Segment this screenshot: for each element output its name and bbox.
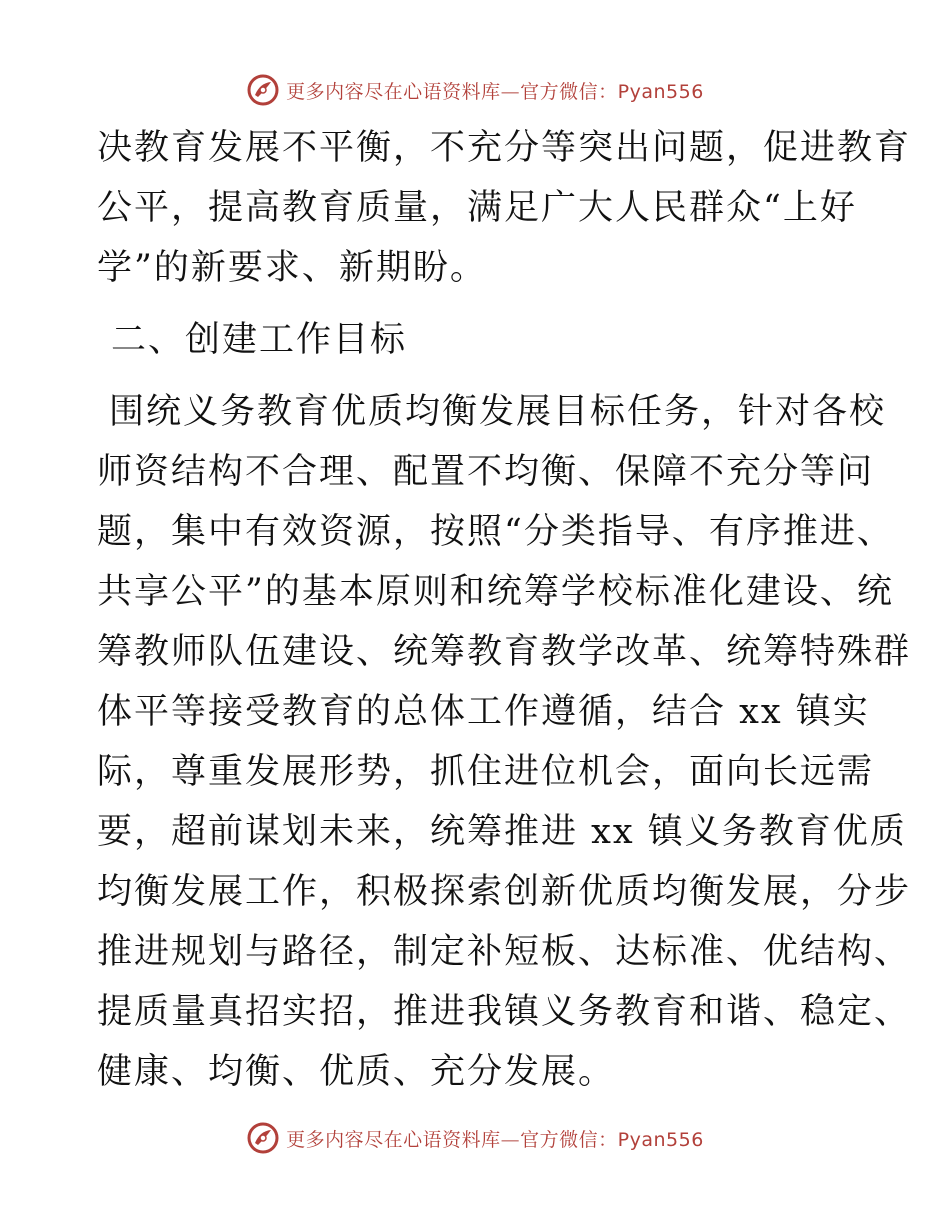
- paragraph-2: [97, 382, 912, 1102]
- section-heading: 二、创建工作目标: [111, 320, 408, 360]
- paragraph-gap: [97, 298, 857, 310]
- text-line: 决教育发展不平衡，不充分等突出问题，促进教育: [97, 128, 912, 168]
- text-line: 共享公平”的基本原则和统筹学校标准化建设、统: [97, 572, 894, 612]
- text-line: 公平，提高教育质量，满足广大人民群众“上好: [97, 188, 857, 228]
- header-banner-separator: —: [500, 80, 521, 103]
- text-line: 健康、均衡、优质、充分发展。: [97, 1052, 616, 1092]
- text-line: 要，超前谋划未来，统筹推进 xx 镇义务教育优质: [97, 812, 907, 852]
- text-line: 体平等接受教育的总体工作遵循，结合 xx 镇实: [97, 692, 870, 732]
- text-line: 学”的新要求、新期盼。: [97, 248, 487, 288]
- text-line: 提质量真招实招，推进我镇义务教育和谐、稳定、: [97, 992, 912, 1032]
- text-line: 师资结构不合理、配置不均衡、保障不充分等问: [97, 452, 875, 492]
- header-banner-main: 更多内容尽在心语资料库: [286, 80, 501, 103]
- paragraph-gap: [97, 370, 857, 382]
- text-line: 题，集中有效资源，按照“分类指导、有序推进、: [97, 512, 894, 552]
- text-line: 推进规划与路径，制定补短板、达标准、优结构、: [97, 932, 912, 972]
- header-banner-content: [246, 73, 704, 107]
- header-banner-text: [286, 77, 704, 104]
- footer-banner-text: [286, 1125, 704, 1152]
- text-line: 际，尊重发展形势，抓住进位机会，面向长远需: [97, 752, 875, 792]
- paragraph-1: [97, 118, 912, 298]
- logo-icon: [246, 1121, 280, 1155]
- footer-banner-separator: —: [500, 1128, 521, 1151]
- header-banner: [0, 70, 950, 110]
- text-line: 均衡发展工作，积极探索创新优质均衡发展，分步: [97, 872, 912, 912]
- footer-banner: [0, 1118, 950, 1158]
- text-line: 围统义务教育优质均衡发展目标任务，针对各校: [109, 392, 887, 432]
- header-banner-contact: 官方微信：Pyan556: [520, 80, 704, 103]
- footer-banner-contact: 官方微信：Pyan556: [520, 1128, 704, 1151]
- document-body: [97, 118, 912, 1102]
- footer-banner-main: 更多内容尽在心语资料库: [286, 1128, 501, 1151]
- footer-banner-content: [246, 1121, 704, 1155]
- text-line: 筹教师队伍建设、统筹教育教学改革、统筹特殊群: [97, 632, 912, 672]
- logo-icon: [246, 73, 280, 107]
